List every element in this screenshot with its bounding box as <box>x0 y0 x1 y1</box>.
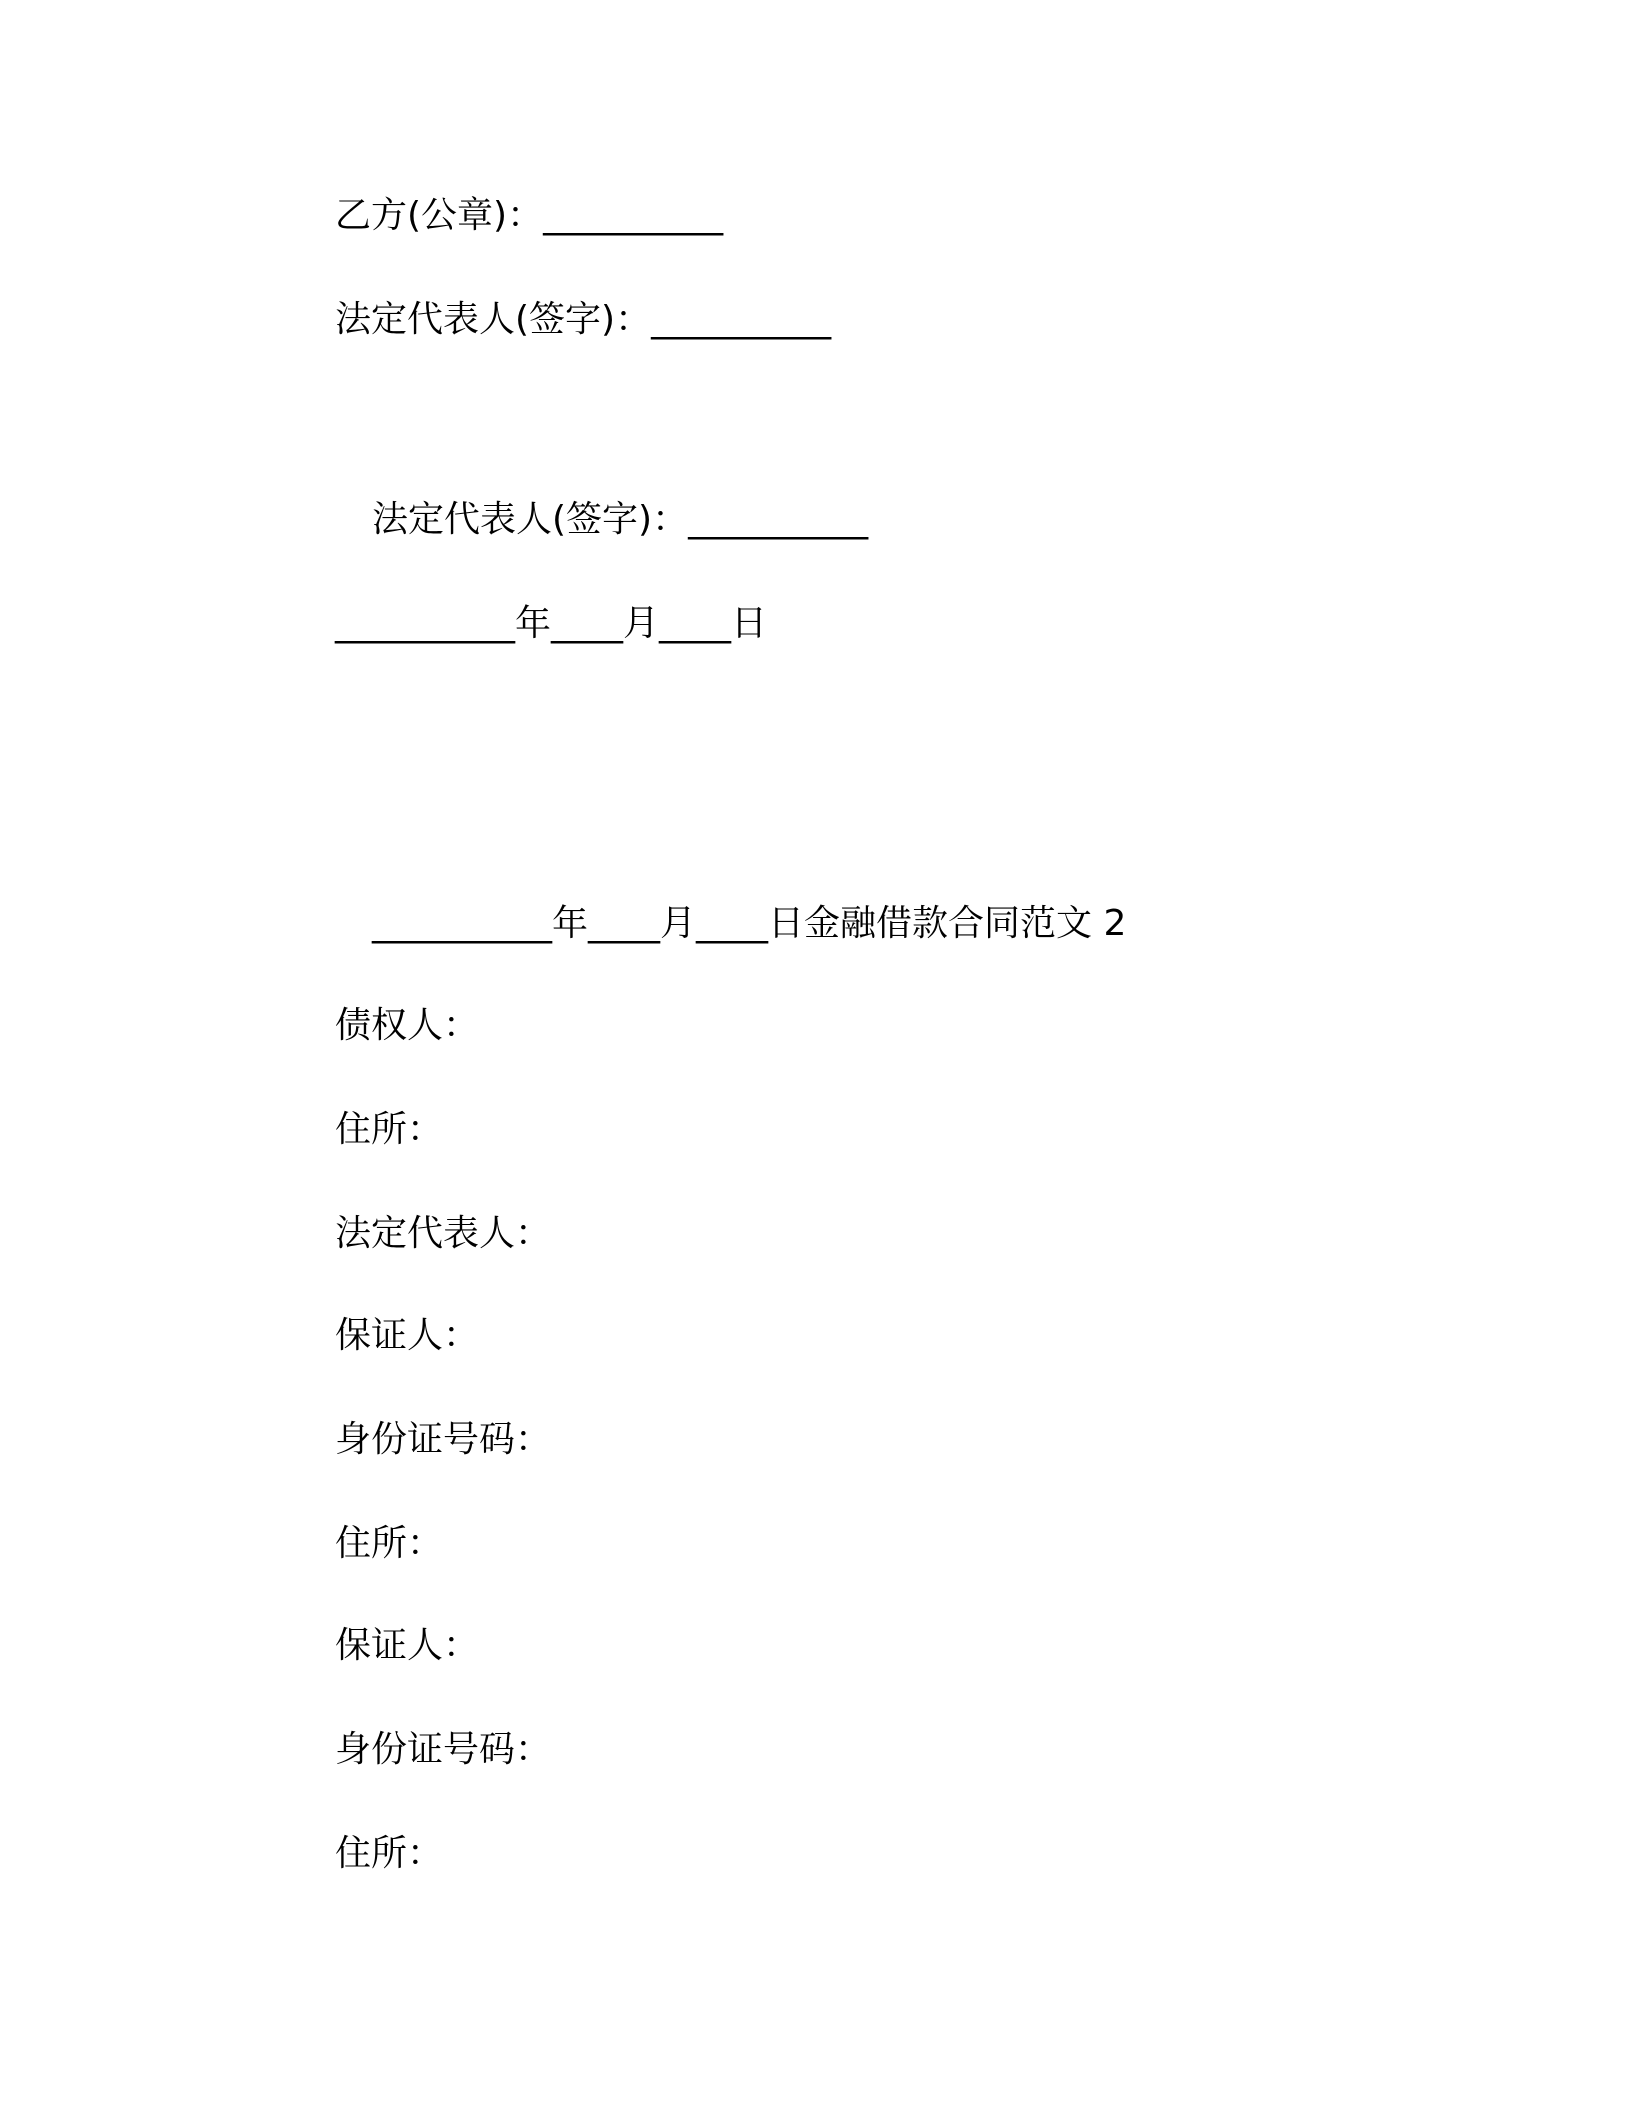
date-line: __________年____月____日 <box>335 603 767 644</box>
guarantor-field-2: 保证人： <box>335 1625 480 1666</box>
id-number-field-2: 身份证号码： <box>335 1729 552 1770</box>
legal-representative-signature-line-2: 法定代表人(签字)：__________ <box>372 499 869 540</box>
creditor-field: 债权人： <box>335 1005 480 1046</box>
creditor-address-field: 住所： <box>335 1109 444 1150</box>
party-b-seal-line: 乙方(公章)：__________ <box>335 195 724 236</box>
legal-representative-field: 法定代表人： <box>335 1213 552 1254</box>
id-number-field: 身份证号码： <box>335 1419 552 1460</box>
guarantor-field: 保证人： <box>335 1315 480 1356</box>
legal-representative-signature-line: 法定代表人(签字)：__________ <box>335 299 832 340</box>
date-title-line: __________年____月____日金融借款合同范文 2 <box>372 903 1127 944</box>
guarantor-address-field: 住所： <box>335 1523 444 1564</box>
guarantor-address-field-2: 住所： <box>335 1833 444 1874</box>
